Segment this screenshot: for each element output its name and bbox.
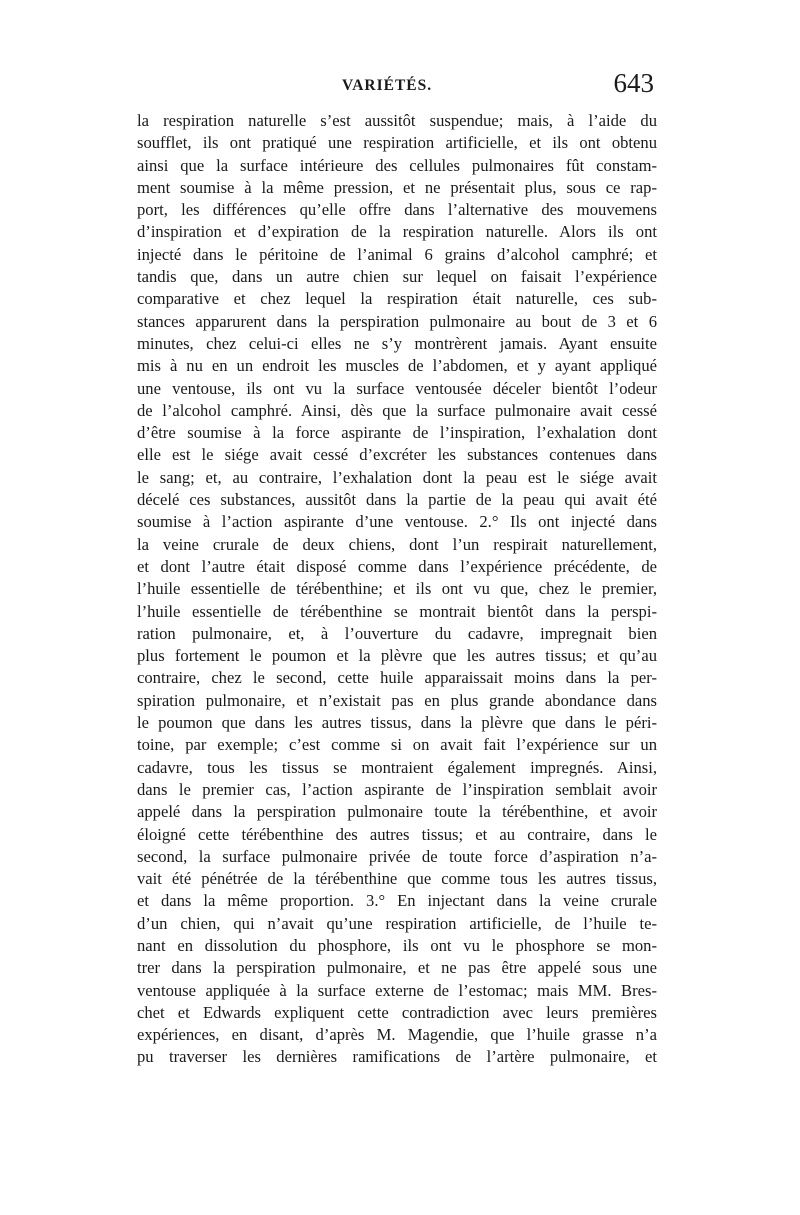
text-line: vait été pénétrée de la térébenthine que comme tous les autres tissus, [137,869,657,889]
text-line: la veine crurale de deux chiens, dont l’un respirait naturellement, [137,534,657,554]
text-line: de l’alcohol camphré. Ainsi, dès que la surface pulmonaire avait cessé [137,400,657,420]
text-line: pu traverser les dernières ramifications de l’artère pulmonaire, et [137,1047,657,1067]
text-line: nant en dissolution du phosphore, ils ont vu le phosphore se mon- [137,935,657,955]
text-line: port, les différences qu’elle offre dans l’alternative des mouvemens [137,200,657,220]
text-line: tandis que, dans un autre chien sur lequel on faisait l’expérience [137,267,657,287]
text-line: d’être soumise à la force aspirante de l’inspiration, l’exhalation dont [137,423,657,443]
text-line: le poumon que dans les autres tissus, dans la plèvre que dans le péri- [137,713,657,733]
text-line: mis à nu en un endroit les muscles de l’abdomen, et y ayant appliqué [137,356,657,376]
text-line: toine, par exemple; c’est comme si on avait fait l’expérience sur un [137,735,657,755]
text-line: le sang; et, au contraire, l’exhalation dont la peau est le siége avait [137,467,657,487]
text-line: décelé ces substances, aussitôt dans la partie de la peau qui avait été [137,490,657,510]
text-line: soufflet, ils ont pratiqué une respiration artificielle, et ils ont obtenu [137,133,657,153]
text-line: chet et Edwards expliquent cette contradiction avec leurs premières [137,1002,657,1022]
text-line: contraire, chez le second, cette huile apparaissait moins dans la per- [137,668,657,688]
text-line: une ventouse, ils ont vu la surface ventousée déceler bientôt l’odeur [137,378,657,398]
text-line: injecté dans le péritoine de l’animal 6 grains d’alcohol camphré; et [137,244,657,264]
text-line: soumise à l’action aspirante d’une ventouse. 2.° Ils ont injecté dans [137,512,657,532]
text-line: dans le premier cas, l’action aspirante de l’inspiration semblait avoir [137,779,657,799]
body-text [137,110,657,1069]
text-line: ration pulmonaire, et, à l’ouverture du cadavre, impregnait bien [137,623,657,643]
text-line: elle est le siége avait cessé d’excréter les substances contenues dans [137,445,657,465]
page-number: 643 [613,68,654,98]
text-line: spiration pulmonaire, et n’existait pas en plus grande abondance dans [137,690,657,710]
text-line: et dont l’autre était disposé comme dans l’expérience précédente, de [137,556,657,576]
text-line: et dans la même proportion. 3.° En injectant dans la veine crurale [137,891,657,911]
text-line: l’huile essentielle de térébenthine se montrait bientôt dans la perspi- [137,601,657,621]
text-line: d’inspiration et d’expiration de la respiration naturelle. Alors ils ont [137,222,657,242]
text-line: la respiration naturelle s’est aussitôt suspendue; mais, à l’aide du [137,111,657,130]
text-line: appelé dans la perspiration pulmonaire toute la térébenthine, et avoir [137,802,657,822]
text-line: trer dans la perspiration pulmonaire, et ne pas être appelé sous une [137,958,657,978]
running-title: VARIÉTÉS. [342,77,433,94]
text-line: ment soumise à la même pression, et ne présentait plus, sous ce rap- [137,177,657,197]
text-line: d’un chien, qui n’avait qu’une respiration artificielle, de l’huile te- [137,913,657,933]
text-line: second, la surface pulmonaire privée de toute force d’aspiration n’a- [137,846,657,866]
text-line: stances apparurent dans la perspiration pulmonaire au bout de 3 et 6 [137,311,657,331]
page-header [0,68,800,104]
text-line: éloigné cette térébenthine des autres tissus; et au contraire, dans le [137,824,657,844]
text-line: plus fortement le poumon et la plèvre que les autres tissus; et qu’au [137,646,657,666]
text-line: ainsi que la surface intérieure des cellules pulmonaires fût constam- [137,155,657,175]
text-line: comparative et chez lequel la respiration était naturelle, ces sub- [137,289,657,309]
text-line: expériences, en disant, d’après M. Magendie, que l’huile grasse n’a [137,1025,657,1045]
text-line: l’huile essentielle de térébenthine; et ils ont vu que, chez le premier, [137,579,657,599]
text-line: ventouse appliquée à la surface externe de l’estomac; mais MM. Bres- [137,980,657,1000]
text-line: minutes, chez celui-ci elles ne s’y montrèrent jamais. Ayant ensuite [137,333,657,353]
text-line: cadavre, tous les tissus se montraient également impregnés. Ainsi, [137,757,657,777]
